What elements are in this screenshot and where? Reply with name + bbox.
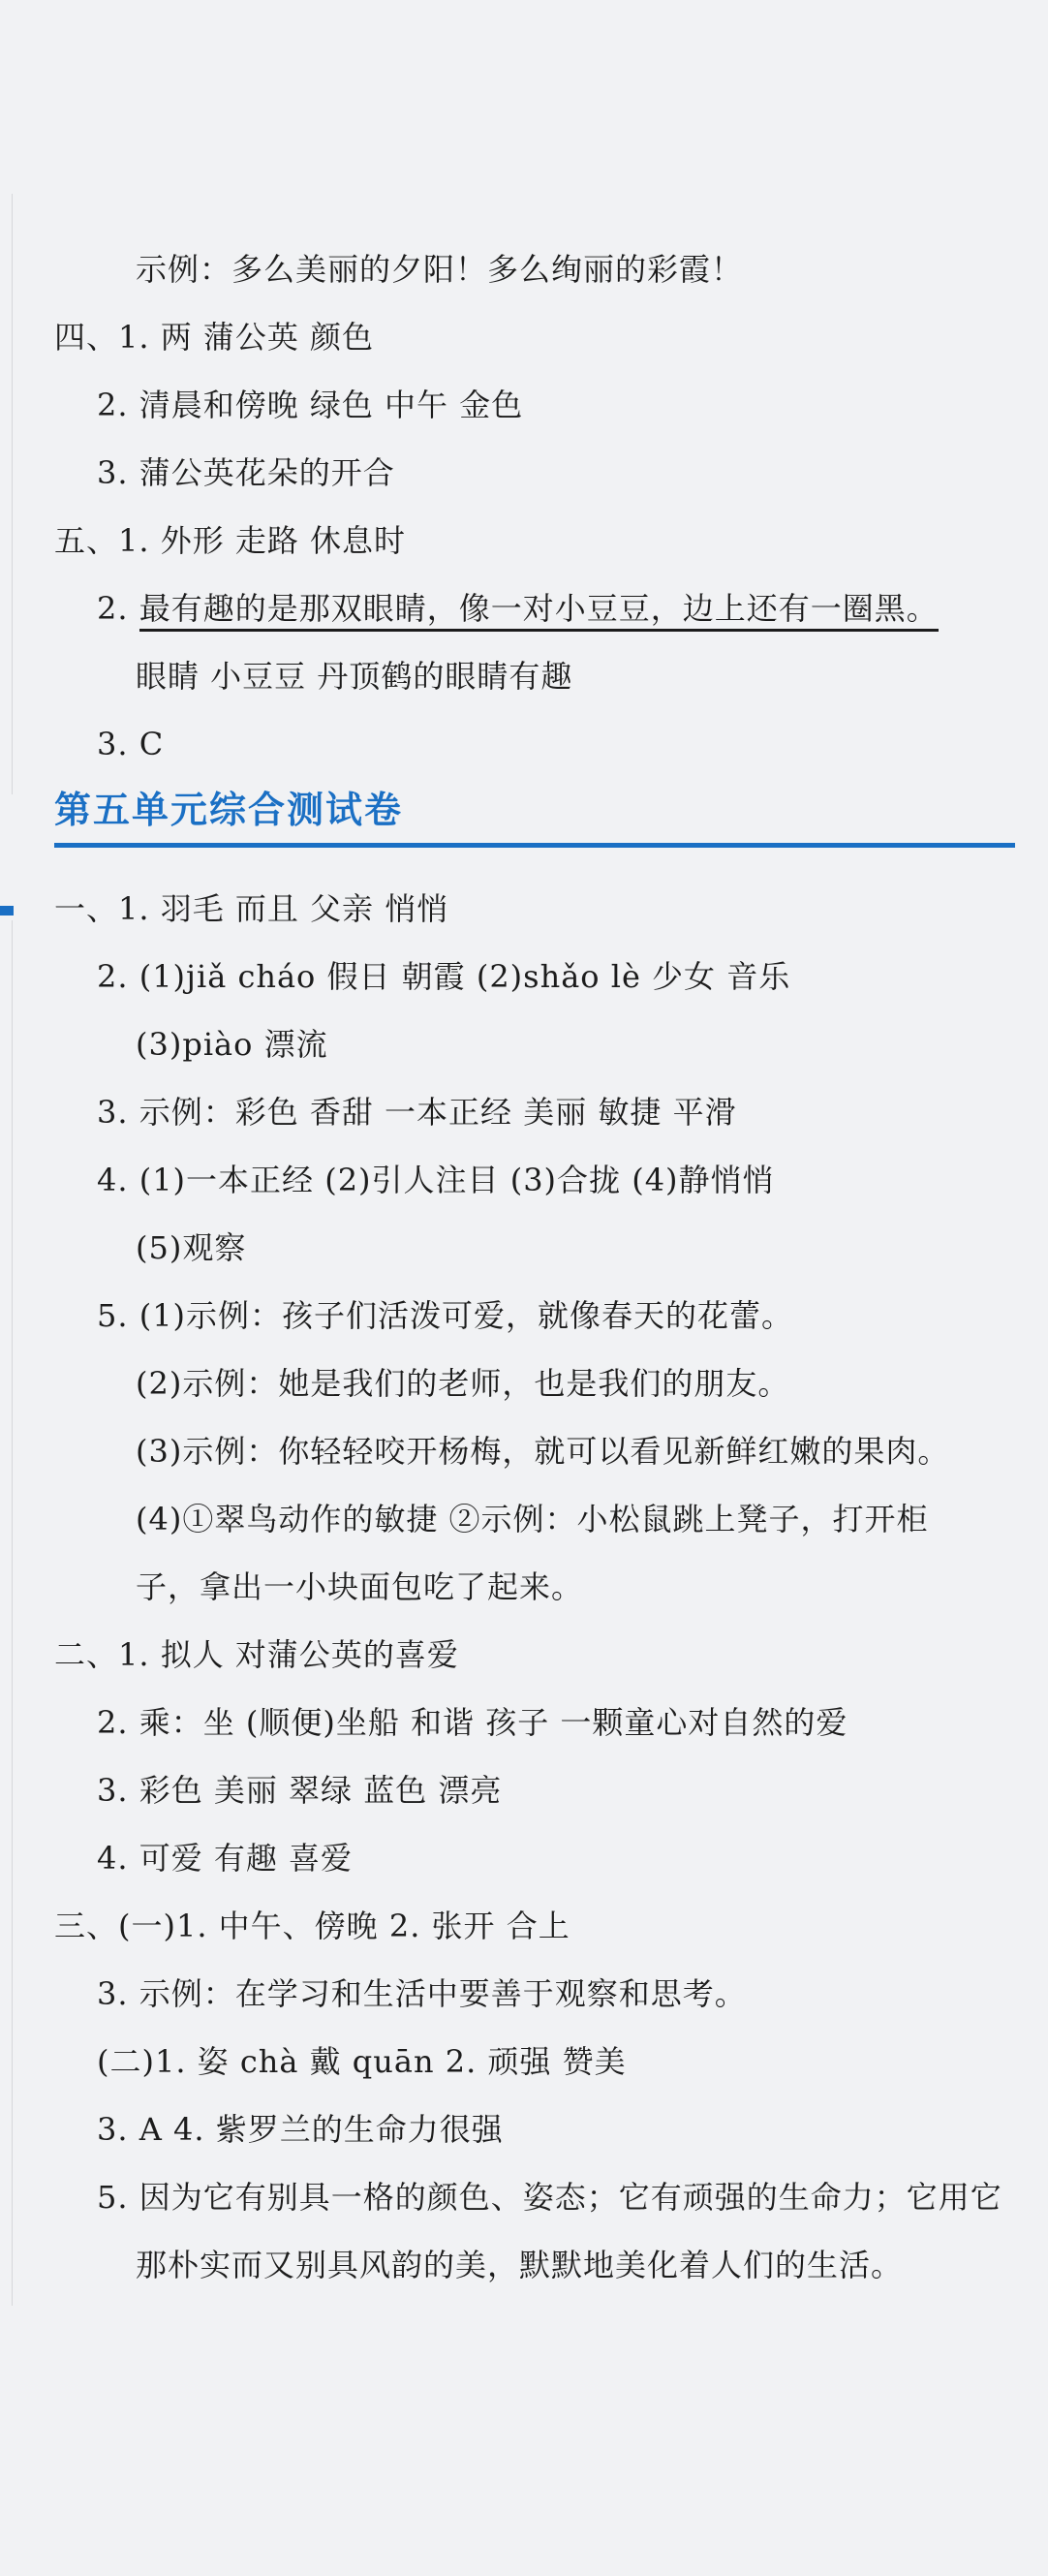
answer-line: 5. 因为它有别具一格的颜色、姿态；它有顽强的生命力；它用它 [97, 2179, 1002, 2216]
answer-line: 5. (1)示例：孩子们活泼可爱，就像春天的花蕾。 [97, 1297, 794, 1334]
answer-line: 3. 彩色 美丽 翠绿 蓝色 漂亮 [97, 1772, 503, 1809]
answer-line: 3. C [97, 726, 165, 762]
answer-line: 2. 清晨和傍晚 绿色 中午 金色 [97, 387, 524, 423]
margin-guide [12, 194, 13, 794]
answer-line: (3)piào 漂流 [136, 1026, 328, 1063]
edge-marker [0, 906, 14, 916]
answer-line: 示例：多么美丽的夕阳！多么绚丽的彩霞！ [136, 251, 744, 288]
answer-line: 4. (1)一本正经 (2)引人注目 (3)合拢 (4)静悄悄 [97, 1162, 775, 1198]
answer-line: 那朴实而又别具风韵的美，默默地美化着人们的生活。 [136, 2247, 904, 2283]
answer-line [97, 587, 939, 630]
answer-line: 眼睛 小豆豆 丹顶鹤的眼睛有趣 [136, 658, 573, 695]
answer-line: 2. (1)jiǎ cháo 假日 朝霞 (2)shǎo lè 少女 音乐 [97, 958, 791, 995]
answer-line: 一、1. 羽毛 而且 父亲 悄悄 [54, 890, 449, 927]
underlined-sentence: 最有趣的是那双眼睛，像一对小豆豆，边上还有一圈黑。 [139, 590, 939, 632]
answer-line: 四、1. 两 蒲公英 颜色 [54, 319, 375, 356]
question-number: 2. [97, 590, 129, 627]
title-rule [54, 843, 1015, 848]
answer-line: 二、1. 拟人 对蒲公英的喜爱 [54, 1636, 459, 1673]
answer-line: 五、1. 外形 走路 休息时 [54, 522, 407, 559]
answer-line: 子，拿出一小块面包吃了起来。 [136, 1568, 584, 1605]
answer-line: 4. 可爱 有趣 喜爱 [97, 1840, 354, 1877]
answer-line: (二)1. 姿 chà 戴 quān 2. 顽强 赞美 [97, 2043, 627, 2080]
answer-line: (4)①翠鸟动作的敏捷 ②示例：小松鼠跳上凳子，打开柜 [136, 1501, 929, 1537]
answer-line: 3. A 4. 紫罗兰的生命力很强 [97, 2111, 504, 2148]
answer-line: (5)观察 [136, 1229, 247, 1266]
answer-line: (2)示例：她是我们的老师，也是我们的朋友。 [136, 1365, 790, 1402]
answer-line: 3. 示例：在学习和生活中要善于观察和思考。 [97, 1975, 747, 2012]
margin-guide [12, 920, 13, 2306]
answer-line: 三、(一)1. 中午、傍晚 2. 张开 合上 [54, 1908, 570, 1944]
answer-line: 2. 乘：坐 (顺便)坐船 和谐 孩子 一颗童心对自然的爱 [97, 1704, 848, 1741]
answer-line: (3)示例：你轻轻咬开杨梅，就可以看见新鲜红嫩的果肉。 [136, 1433, 950, 1470]
unit-title: 第五单元综合测试卷 [54, 789, 404, 831]
answer-line: 3. 蒲公英花朵的开合 [97, 454, 395, 491]
answer-line: 3. 示例：彩色 香甜 一本正经 美丽 敏捷 平滑 [97, 1094, 737, 1131]
